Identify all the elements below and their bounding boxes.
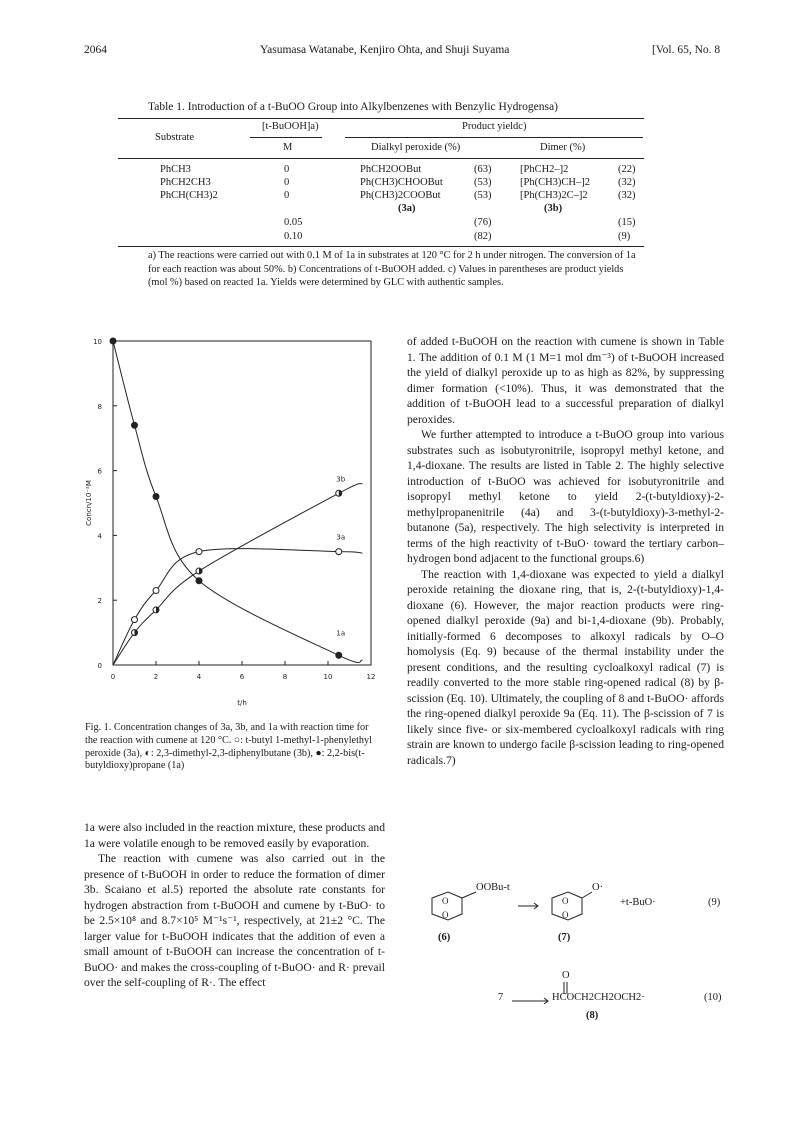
x-tick-label: 2: [153, 673, 159, 681]
cell-conc: 0: [284, 190, 290, 201]
equation-10: [490, 970, 730, 1030]
equation-9: [420, 880, 730, 960]
col-dimer: Dimer (%): [540, 142, 586, 153]
eq9-product: +t-BuO·: [620, 897, 656, 908]
cell-dimer-yield: (32): [618, 190, 636, 201]
sub-rule-yield: [345, 137, 643, 138]
eq9-label-7: (7): [558, 932, 571, 943]
y-tick-label: 2: [97, 597, 102, 606]
y-tick-label: 8: [97, 402, 102, 411]
y-axis-label: Concn/10⁻²M: [85, 480, 93, 526]
y-tick-label: 0: [97, 662, 102, 670]
cell-conc: 0: [284, 177, 290, 188]
cell-conc: 0: [284, 164, 290, 175]
svg-text:O: O: [562, 896, 569, 906]
y-tick-label: 4: [97, 532, 102, 541]
series-line-1a: [113, 341, 362, 662]
table-header-rule: [118, 158, 644, 159]
cell-peroxide-yield: (82): [474, 231, 492, 242]
series-label-1a: 1a: [336, 629, 346, 638]
paragraph: of added t-BuOOH on the reaction with cumene is shown in Table 1. The addition of 0.1 M (1 M=1 mol dm⁻³) of t-BuOOH increased the yield of dialkyl peroxide up to as high as 82%, by suppressing dimer formation (<10%). Thus, it was demonstrated that the addition of t-BuOOH lead to a successful preparation of dialkyl peroxides.: [407, 335, 724, 426]
plot-frame: [113, 341, 371, 665]
x-tick-label: 10: [323, 673, 333, 681]
cell-peroxide: Ph(CH3)2COOBut: [360, 190, 441, 201]
svg-text:O: O: [562, 910, 569, 920]
cell-substrate: PhCH(CH3)2: [160, 190, 218, 201]
sub-rule-conc: [250, 137, 322, 138]
cell-conc: 0.10: [284, 231, 303, 242]
x-tick-label: 12: [366, 673, 376, 681]
y-tick-label: 10: [93, 338, 102, 346]
data-point-1a: [196, 578, 202, 584]
cell-dimer: [Ph(CH3)2C–]2: [520, 190, 588, 201]
figure-caption: Fig. 1. Concentration changes of 3a, 3b, and 1a with reaction time for the reaction with cumene at 120 °C. ○: t-butyl 1-methyl-1-phenylethyl peroxide (3a), ◐: 2,3-dimethyl-2,3-diphenylbutane (3b), ●: 2,2-bis(t-butyldioxy)propane (1a): [85, 722, 372, 772]
eq10-number: (10): [704, 992, 722, 1003]
eq9-radical: O·: [592, 882, 604, 893]
paragraph: We further attempted to introduce a t-BuOO group into various substrates such as isobutyronitrile, isopropyl methyl ketone, and 1,4-dioxane. The results are listed in Table 2. The highly selective introduction of t-BuOO was achieved for isobutyronitrile and isopropyl methyl ketone to yield 2-(t-butyldioxy)-2-methylpropanenitrile (4a) and 3-(t-butyldioxy)-3-methyl-2-butanone (5a), respectively. The high selectivity is interpreted in terms of the high reactivity of t-BuO· toward the tertiary carbon–hydrogen bond adjacent to the functional groups.6): [407, 428, 724, 565]
paragraph: The reaction with cumene was also carried out in the presence of t-BuOOH in order to reduce the formation of dimer 3b. Scaiano et al.5) reported the absolute rate constants for hydrogen abstraction from t-BuOOH and cumene by t-BuO· to be 2.5×10⁸ and 8.7×10⁵ M⁻¹s⁻¹, respectively, at 21±2 °C. The larger value for t-BuOOH indicates that the addition of even a small amount of t-BuOOH can increase the concentration of t-BuOO· and makes the cross-coupling of t-BuOO· and R· prevail over the self-coupling of R·. The effect: [84, 852, 385, 989]
cell-peroxide-yield: (53): [474, 190, 492, 201]
x-axis-label: t/h: [237, 699, 247, 707]
table-footnotes: [148, 249, 643, 290]
y-tick-label: 6: [97, 467, 102, 476]
cell-substrate: PhCH3: [160, 164, 191, 175]
cell-dimer-yield: (22): [618, 164, 636, 175]
series-label-3b: 3b: [336, 475, 346, 484]
eq10-product: HCOCH2CH2OCH2·: [552, 992, 645, 1003]
cell-conc: 0.05: [284, 217, 303, 228]
eq9-number: (9): [708, 897, 721, 908]
cell-dimer: [PhCH2–]2: [520, 164, 569, 175]
cell-dimer-yield: (9): [618, 231, 631, 242]
cell-peroxide-yield: (76): [474, 217, 492, 228]
data-point-1a: [132, 422, 138, 428]
series-line-3b: [113, 483, 362, 665]
series-line-3a: [113, 549, 362, 665]
eq9-substituent: OOBu-t: [476, 882, 510, 893]
plot-area: [85, 338, 375, 707]
data-point-3a: [336, 549, 342, 555]
eq9-label-6: (6): [438, 932, 451, 943]
col-substrate: Substrate: [155, 132, 195, 143]
eq10-carbonyl-o: O: [562, 970, 570, 981]
col-peroxide: Dialkyl peroxide (%): [371, 142, 461, 153]
data-point-3a: [196, 549, 202, 555]
footnote-a: a) The reactions were carried out with 0.1 M of 1a in substrates at 120 °C for 2 h under nitrogen. The conversion of 1a for each reaction was about 50%.: [148, 250, 636, 275]
right-column: [407, 334, 724, 768]
cell-peroxide: (3a): [398, 203, 416, 214]
cell-peroxide: Ph(CH3)CHOOBut: [360, 177, 443, 188]
data-point-1a: [153, 494, 159, 500]
cell-dimer: (3b): [544, 203, 563, 214]
svg-text:O: O: [442, 896, 449, 906]
cell-dimer: [Ph(CH3)CH–]2: [520, 177, 590, 188]
x-tick-label: 6: [239, 673, 245, 681]
page-number: 2064: [84, 44, 107, 56]
series-label-3a: 3a: [336, 533, 346, 542]
x-tick-label: 4: [196, 673, 202, 681]
table-title: Table 1. Introduction of a t-BuOO Group into Alkylbenzenes with Benzylic Hydrogensa): [148, 101, 558, 113]
cell-peroxide-yield: (63): [474, 164, 492, 175]
reaction-arrow: [512, 996, 552, 1006]
volume-info: [Vol. 65, No. 8: [652, 44, 721, 56]
cell-peroxide-yield: (53): [474, 177, 492, 188]
x-tick-label: 8: [282, 673, 288, 681]
data-point-3a: [132, 617, 138, 623]
footnote-b: b) Concentrations of t-BuOOH added.: [287, 263, 446, 275]
data-point-3a: [153, 587, 159, 593]
dioxane-structures: [420, 880, 730, 960]
col-tbuooh-unit: M: [283, 142, 293, 153]
running-authors: Yasumasa Watanabe, Kenjiro Ohta, and Shuji Suyama: [260, 44, 510, 56]
col-yield: Product yieldc): [462, 121, 527, 132]
figure-1-chart: [80, 330, 390, 710]
cell-dimer-yield: (32): [618, 177, 636, 188]
data-point-1a: [336, 652, 342, 658]
cell-substrate: PhCH2CH3: [160, 177, 211, 188]
x-tick-label: 0: [110, 673, 116, 681]
svg-text:O: O: [442, 910, 449, 920]
paragraph: 1a were also included in the reaction mixture, these products and 1a were volatile enough to be removed easily by evaporation.: [84, 821, 386, 850]
eq10-label-8: (8): [586, 1010, 599, 1021]
paragraph: The reaction with 1,4-dioxane was expected to yield a dialkyl peroxide retaining the dioxane ring, that is, 2-(t-butyldioxy)-1,4-dioxane (6). However, the major reaction products were ring-opened dialkyl peroxide (9a) and bi-1,4-dioxane (9b). Probably, initially-formed 6 decomposes to alkoxyl radicals by O–O homolysis (Eq. 9) because of the thermal instability under the present conditions, and the resulting cycloalkoxyl radical (7) is readily converted to the more stable ring-opened radical (8) by β-scission (Eq. 10). Ultimately, the coupling of 8 and t-BuOO· affords the ring-opened dialkyl peroxide 9a (Eq. 11). The β-scission of 7 is likely since five- or six-membered cycloalkoxyl radicals with ring strain are known to undergo facile β-scission leading to ring-opened radicals.7): [407, 567, 724, 767]
table-top-rule: [118, 118, 644, 119]
footnote-c: c) Values in parentheses are product yields (mol %) based on reacted 1a. Yields were determined by GLC with authentic samples.: [148, 263, 624, 288]
cell-peroxide: PhCH2OOBut: [360, 164, 422, 175]
left-column: [84, 820, 385, 991]
col-tbuooh: [t-BuOOH]a): [262, 121, 319, 132]
table-bottom-rule: [118, 246, 644, 247]
cell-dimer-yield: (15): [618, 217, 636, 228]
data-point-1a: [110, 338, 116, 344]
eq10-reactant: 7: [498, 992, 504, 1003]
